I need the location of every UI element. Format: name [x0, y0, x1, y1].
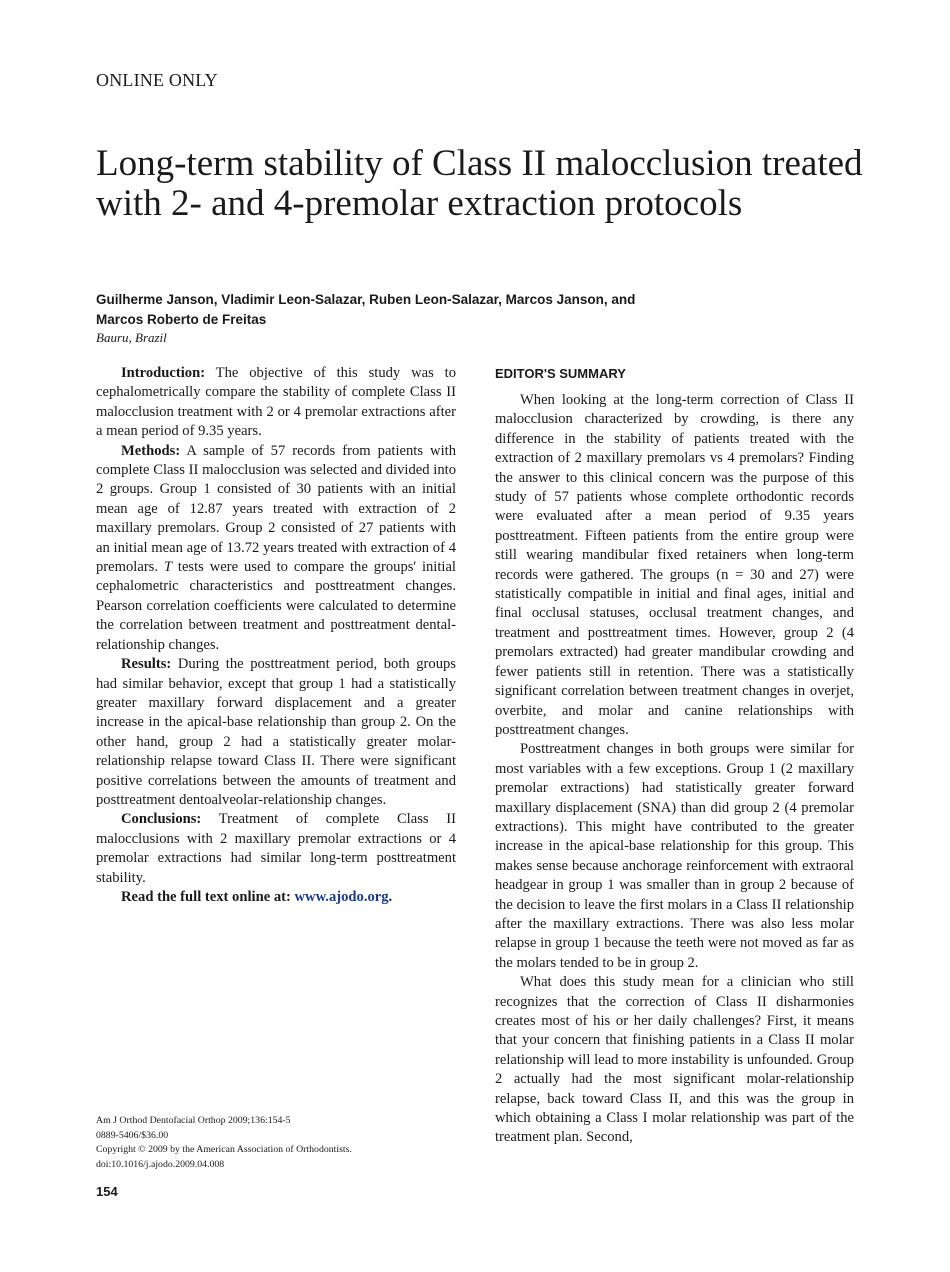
- copyright: Copyright © 2009 by the American Association of Orthodontists.: [96, 1144, 352, 1155]
- author-list: [96, 290, 716, 330]
- read-more-period: .: [388, 888, 393, 905]
- issn: 0889-5406/$36.00: [96, 1129, 169, 1141]
- citation: Am J Orthod Dentofacial Orthop 2009;136:154-5: [96, 1115, 291, 1126]
- conclusions-label: Conclusions:: [121, 811, 202, 828]
- results-text: During the posttreatment period, both groups had similar behavior, except that group 1 had a statistically greater maxillary forward displacement and a greater increase in the apical-base relationship than group 2. On the other hand, group 2 had a statistically greater molar-relationship relapse toward Class II. There were significant positive correlations between the amounts of treatment and posttreatment dentoalveolar-relationship changes.: [96, 656, 456, 808]
- abstract-methods: [96, 442, 456, 655]
- author-affiliation: Bauru, Brazil: [96, 330, 167, 345]
- article-title: Long-term stability of Class II malocclusion treated with 2- and 4-premolar extraction protocols: [96, 143, 863, 224]
- authors-line-2: Marcos Roberto de Freitas: [96, 312, 267, 327]
- authors-line-1: Guilherme Janson, Vladimir Leon-Salazar, Ruben Leon-Salazar, Marcos Janson, and: [96, 292, 636, 307]
- publication-footer: [96, 1114, 352, 1172]
- editors-summary-heading: EDITOR'S SUMMARY: [495, 366, 626, 381]
- abstract-conclusions: [96, 810, 456, 888]
- methods-text-b: tests were used to compare the groups' initial cephalometric characteristics and posttreatment changes. Pearson correlation coefficients were calculated to determine the correlation between treatment and posttreatment dental-relationship changes.: [96, 559, 456, 653]
- methods-t-italic: T: [163, 559, 173, 576]
- methods-label: Methods:: [121, 442, 181, 459]
- editors-summary-paragraph-1: When looking at the long-term correction of Class II malocclusion characterized by crowding, is there any difference in the stability of patients treated with the extraction of 2 maxillary premolars vs 4 premolars? Finding the answer to this clinical concern was the purpose of this study of 57 patients whose complete orthodontic records were evaluated after a mean period of 9.35 years posttreatment. Fifteen patients from the entire group were still wearing mandibular fixed retainers when long-term records were gathered. The groups (n = 30 and 27) were statistically compatible in initial and final ages, initial and final occlusal statuses, occlusal treatment changes, and treatment and posttreatment times. However, group 2 (4 premolars extracted) had greater mandibular crowding and fewer patients still in retention. There was a statistically significant correlation between treatment changes in overjet, overbite, and molar and canine relationships with posttreatment changes.: [495, 392, 854, 738]
- page-number: 154: [96, 1184, 118, 1199]
- section-label: ONLINE ONLY: [96, 70, 218, 90]
- abstract-introduction: [96, 364, 456, 442]
- editors-summary-paragraph-3: What does this study mean for a clinician who still recognizes that the correction of Class II disharmonies creates most of his or her daily challenges? First, it means that your concern that finishing patients in a Class II molar relationship will lead to more instability is unfounded. Group 2 actually had the most significant molar-relationship relapse, back toward Class II, and this was the group in which obtaining a Class I molar relationship was part of the treatment plan. Second,: [495, 974, 854, 1146]
- results-label: Results:: [121, 656, 172, 673]
- introduction-label: Introduction:: [121, 365, 206, 381]
- editors-summary: [495, 364, 854, 1148]
- abstract: [96, 364, 456, 907]
- journal-website-link[interactable]: www.ajodo.org: [294, 888, 389, 905]
- conclusions-text: Treatment of complete Class II malocclusions with 2 maxillary premolar extractions or 4 premolar extractions had similar long-term posttreatment stability.: [96, 811, 456, 886]
- methods-text-a: A sample of 57 records from patients with complete Class II malocclusion was selected and divided into 2 groups. Group 1 consisted of 30 patients with an initial mean age of 12.87 years treated with extraction of 2 maxillary premolars. Group 2 consisted of 27 patients with an initial mean age of 13.72 years treated with extraction of 4 premolars.: [96, 442, 456, 576]
- read-more-label: Read the full text online at:: [121, 888, 295, 905]
- abstract-read-more: [96, 888, 456, 907]
- doi: doi:10.1016/j.ajodo.2009.04.008: [96, 1158, 225, 1170]
- editors-summary-paragraph-2: Posttreatment changes in both groups were similar for most variables with a few exceptions. Group 1 (2 maxillary premolar extractions) had statistically greater forward maxillary displacement (SNA) than did group 2 (4 premolar extractions). This might have contributed to the greater increase in the apical-base relationship for this group. This makes sense because anchorage reinforcement with extraoral headgear in group 1 was smaller than in group 2 because of the decision to leave the first molars in a Class II relationship after the maxillary extractions. There was also less molar relapse in group 1 because the teeth were not moved as far as the molars tended to be in group 2.: [495, 741, 854, 971]
- abstract-results: [96, 655, 456, 810]
- introduction-text: The objective of this study was to cephalometrically compare the stability of complete Class II malocclusion treatment with 2 or 4 premolar extractions after a mean period of 9.35 years.: [96, 365, 456, 440]
